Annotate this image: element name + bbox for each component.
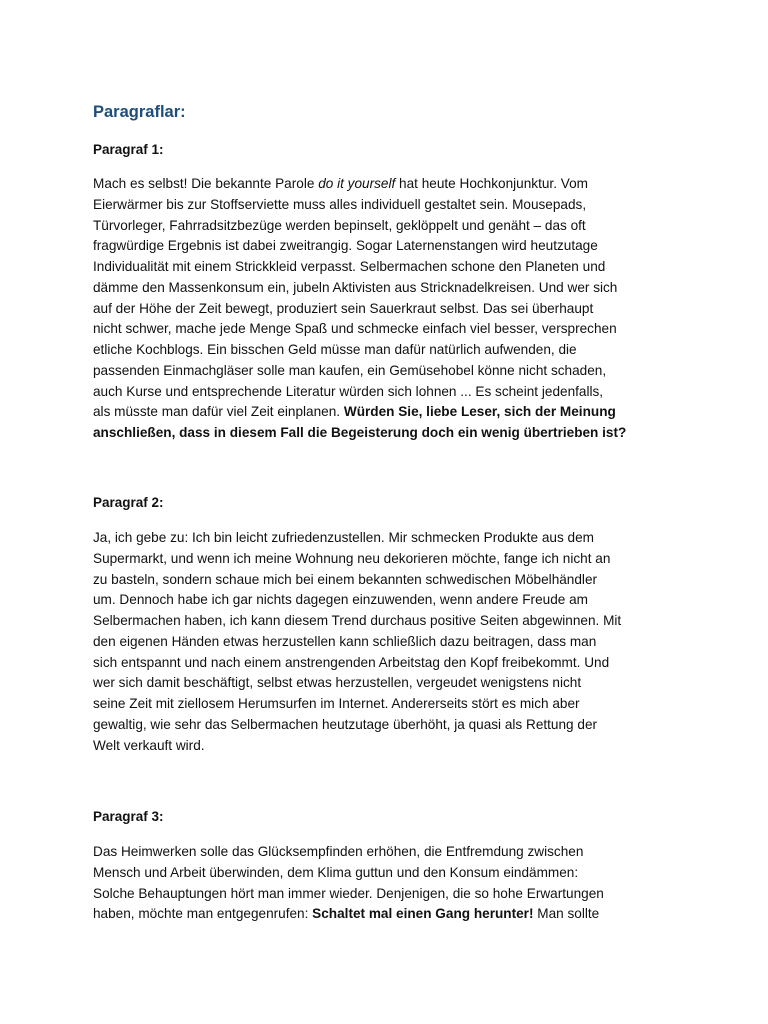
text-line	[93, 863, 678, 884]
text-run: Welt verkauft wird.	[93, 737, 205, 753]
text-line	[93, 423, 678, 444]
text-line	[93, 278, 678, 299]
text-line	[93, 590, 678, 611]
text-run: Individualität mit einem Strickkleid verpasst. Selbermachen schone den Planeten und	[93, 259, 606, 274]
text-line	[93, 361, 678, 382]
text-run: Solche Behauptungen hört man immer wieder. Denjenigen, die so hohe Erwartungen	[93, 885, 604, 901]
text-run: nicht schwer, mache jede Menge Spaß und schmecke einfach viel besser, versprechen	[93, 321, 617, 337]
paragraph-1-heading: Paragraf 1:	[93, 142, 164, 157]
text-run: als müsste man dafür viel Zeit einplanen.	[93, 404, 344, 420]
text-run: dämme den Massenkonsum ein, jubeln Aktivisten aus Stricknadelkreisen. Und wer sich	[93, 279, 618, 295]
bold-text-run: anschließen, dass in diesem Fall die Begeisterung doch ein wenig übertrieben ist?	[93, 425, 627, 440]
text-run: auch Kurse und entsprechende Literatur würden sich lohnen ... Es scheint jedenfalls,	[93, 383, 604, 399]
text-run: um. Dennoch habe ich gar nichts dagegen einzuwenden, wenn andere Freude am	[93, 592, 588, 608]
bold-text-run: Schaltet mal einen Gang herunter!	[312, 906, 534, 922]
text-run: etliche Kochblogs. Ein bisschen Geld müsse man dafür natürlich aufwenden, die	[93, 342, 577, 357]
paragraph-2-heading: Paragraf 2:	[93, 495, 164, 510]
text-line	[93, 673, 678, 694]
text-line	[93, 257, 678, 278]
paragraph-3-body	[93, 842, 678, 925]
paragraph-2-body	[93, 528, 678, 756]
text-line	[93, 528, 678, 549]
text-line	[93, 299, 678, 320]
text-run: sich entspannt und nach einem anstrengenden Arbeitstag den Kopf freibekommt. Und	[93, 654, 610, 670]
text-run: gewaltig, wie sehr das Selbermachen heutzutage überhöht, ja quasi als Rettung der	[93, 716, 598, 732]
text-run: Ja, ich gebe zu: Ich bin leicht zufriedenzustellen. Mir schmecken Produkte aus dem	[93, 530, 594, 545]
text-line	[93, 340, 678, 361]
text-line	[93, 319, 678, 340]
text-line	[93, 402, 678, 423]
text-line	[93, 653, 678, 674]
text-line	[93, 694, 678, 715]
paragraph-1-body	[93, 174, 678, 444]
text-run: seine Zeit mit ziellosem Herumsurfen im Internet. Andererseits stört es mich aber	[93, 696, 580, 711]
text-run: zu basteln, sondern schaue mich bei einem bekannten schwedischen Möbelhändler	[93, 571, 598, 587]
text-line	[93, 570, 678, 591]
text-line	[93, 884, 678, 905]
text-line	[93, 382, 678, 403]
italic-text-run: do it yourself	[318, 176, 396, 191]
text-run: Das Heimwerken solle das Glücksempfinden erhöhen, die Entfremdung zwischen	[93, 844, 584, 859]
text-line	[93, 216, 678, 237]
bold-text-run: Würden Sie, liebe Leser, sich der Meinung	[343, 404, 616, 420]
text-line	[93, 904, 678, 925]
text-run: Mensch und Arbeit überwinden, dem Klima guttun und den Konsum eindämmen:	[93, 864, 579, 880]
text-line	[93, 174, 678, 195]
text-line	[93, 715, 678, 736]
text-run: haben, möchte man entgegenrufen:	[93, 906, 313, 922]
text-run: den eigenen Händen etwas herzustellen kann schließlich dazu beitragen, dass man	[93, 633, 597, 649]
text-line	[93, 611, 678, 632]
text-run: Selbermachen haben, ich kann diesem Trend durchaus positive Seiten abgewinnen. Mit	[93, 613, 622, 628]
text-run: Man sollte	[533, 906, 600, 922]
text-run: wer sich damit beschäftigt, selbst etwas herzustellen, vergeudet wenigstens nicht	[93, 675, 582, 691]
text-line	[93, 736, 678, 757]
text-run: auf der Höhe der Zeit bewegt, produziert sein Sauerkraut selbst. Das sei überhaupt	[93, 300, 594, 316]
paragraph-3-heading: Paragraf 3:	[93, 809, 164, 824]
text-run: Mach es selbst! Die bekannte Parole	[93, 176, 319, 191]
document-title: Paragraflar:	[93, 103, 186, 121]
text-line	[93, 236, 678, 257]
text-run: passenden Einmachgläser solle man kaufen, ein Gemüsehobel könne nicht schaden,	[93, 362, 607, 378]
text-line	[93, 632, 678, 653]
text-run: fragwürdige Ergebnis ist dabei zweitrangig. Sogar Laternenstangen wird heutzutage	[93, 238, 598, 254]
text-line	[93, 195, 678, 216]
text-run: Supermarkt, und wenn ich meine Wohnung neu dekorieren möchte, fange ich nicht an	[93, 550, 611, 566]
text-line	[93, 842, 678, 863]
text-run: Eierwärmer bis zur Stoffserviette muss alles individuell gestaltet sein. Mousepads,	[93, 196, 587, 212]
text-line	[93, 549, 678, 570]
text-run: hat heute Hochkonjunktur. Vom	[395, 176, 588, 191]
text-run: Türvorleger, Fahrradsitzbezüge werden bepinselt, geklöppelt und genäht – das oft	[93, 217, 586, 233]
